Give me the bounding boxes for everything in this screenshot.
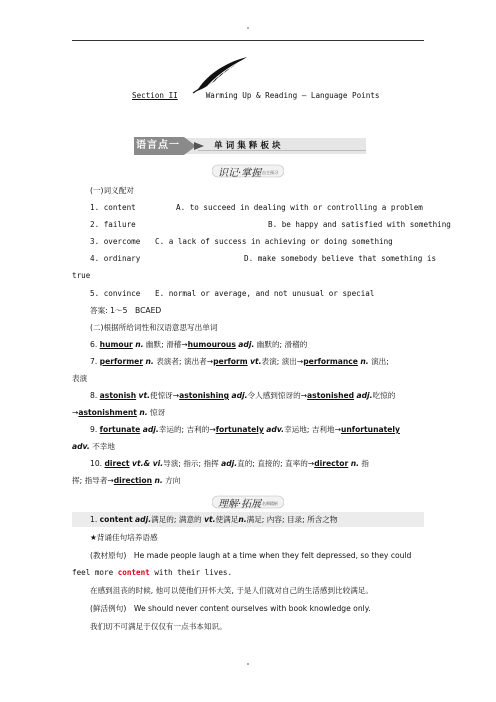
word-perform: perform: [213, 357, 248, 366]
match-meaning-4-wrap: true: [72, 271, 91, 280]
match-meaning-5: E. normal or average, and not unusual or special: [155, 289, 375, 298]
word-direction: direction: [113, 476, 153, 485]
part2-heading: (二)根据所给词性和汉语意思写出单词: [90, 323, 218, 332]
word-humourous: humourous: [187, 340, 236, 349]
example2-translation: 我们切不可满足于仅仅有一点书本知识。: [90, 622, 227, 631]
highlight-content: content: [117, 568, 150, 577]
word-item-7-wrap: 表演: [72, 374, 88, 383]
banner-title: 单词集释板块: [214, 141, 284, 151]
example2-tag: (鲜活例句): [90, 604, 127, 613]
match-term-1: 1. content: [90, 203, 136, 212]
word-item-10-wrap: 挥; 指导者→direction n. 方向: [72, 476, 181, 485]
word-item-8-wrap: →astonishment n. 惊讶: [72, 408, 166, 417]
page-dot: [247, 27, 249, 29]
word-astonishment: astonishment: [78, 408, 137, 417]
example1-line2: feel more content with their lives.: [72, 568, 233, 577]
star-heading: ★背诵佳句培养语感: [90, 533, 158, 542]
badge-memorize-sub: 自主预习: [262, 170, 278, 175]
match-term-2: 2. failure: [90, 220, 136, 229]
match-term-5: 5. convince: [90, 289, 141, 298]
word-unfortunately: unfortunately: [340, 425, 400, 434]
word-direct: direct: [104, 459, 130, 468]
match-term-4: 4. ordinary: [90, 254, 141, 263]
word-performer: performer: [99, 357, 144, 366]
section-heading: [132, 91, 379, 100]
word-item-7: 7. performer n. 表演者; 演出者→perform vt.表演; 演出→performance n. 演出;: [90, 357, 389, 366]
word-item-9: 9. fortunate adj.幸运的; 吉利的→fortunately adv.幸运地; 吉利地→unfortunately: [90, 425, 400, 434]
section-label: Section II: [132, 91, 178, 100]
word-fortunate: fortunate: [99, 425, 141, 434]
word-astonish: astonish: [99, 391, 137, 400]
part1-answer: 答案: 1～5 BCAED: [90, 306, 162, 315]
quill-icon: [185, 55, 255, 95]
badge-memorize-text: 识记·掌握: [218, 168, 262, 179]
match-meaning-3: C. a lack of success in achieving or doing something: [155, 237, 393, 246]
word-humour: humour: [99, 340, 133, 349]
banner-label: 语言点一: [136, 140, 180, 151]
word-item-9-wrap: adv. 不幸地: [72, 442, 115, 451]
badge-understand-text: 理解·拓展: [218, 499, 262, 510]
word-astonishing: astonishing: [179, 391, 230, 400]
word-item-8: 8. astonish vt.使惊讶→astonishing adj.令人感到惊讶的→astonished adj.吃惊的: [90, 391, 396, 400]
example1-translation: 在感到沮丧的时候, 他可以使他们开怀大笑, 于是人们就对自己的生活感到比较满足。: [90, 586, 374, 595]
word-director: director: [314, 459, 349, 468]
example2-line: (鲜活例句) We should never content ourselves with book knowledge only.: [90, 604, 371, 613]
badge-understand-sub: 名师精析: [262, 501, 278, 506]
point-word: content: [99, 515, 133, 524]
word-performance: performance: [303, 357, 358, 366]
word-item-6: 6. humour n. 幽默; 滑稽→humourous adj. 幽默的; 滑稽的: [90, 340, 308, 349]
match-meaning-1: A. to succeed in dealing with or controlling a problem: [176, 203, 423, 212]
example1-tag: (教材原句): [90, 551, 127, 560]
key-point-content: 1. content adj.满足的; 满意的 vt.使满足n.满足; 内容; 目录; 所含之物: [90, 515, 338, 524]
match-meaning-2: B. be happy and satisfied with something: [268, 220, 451, 229]
match-meaning-4: D. make somebody believe that something is: [244, 254, 437, 263]
match-term-3: 3. overcome: [90, 237, 141, 246]
part1-heading: (一)词义配对: [90, 186, 134, 195]
word-fortunately: fortunately: [215, 425, 264, 434]
word-astonished: astonished: [307, 391, 355, 400]
example1-line1: (教材原句) He made people laugh at a time when they felt depressed, so they could: [90, 551, 412, 560]
word-item-10: 10. direct vt.& vi.导演; 指示; 指挥 adj.直的; 直接的; 直率的→director n. 指: [90, 459, 369, 468]
page-dot-bottom: [247, 663, 249, 665]
header-rule: [72, 40, 424, 41]
section-title-text: Warming Up & Reading — Language Points: [205, 91, 380, 100]
